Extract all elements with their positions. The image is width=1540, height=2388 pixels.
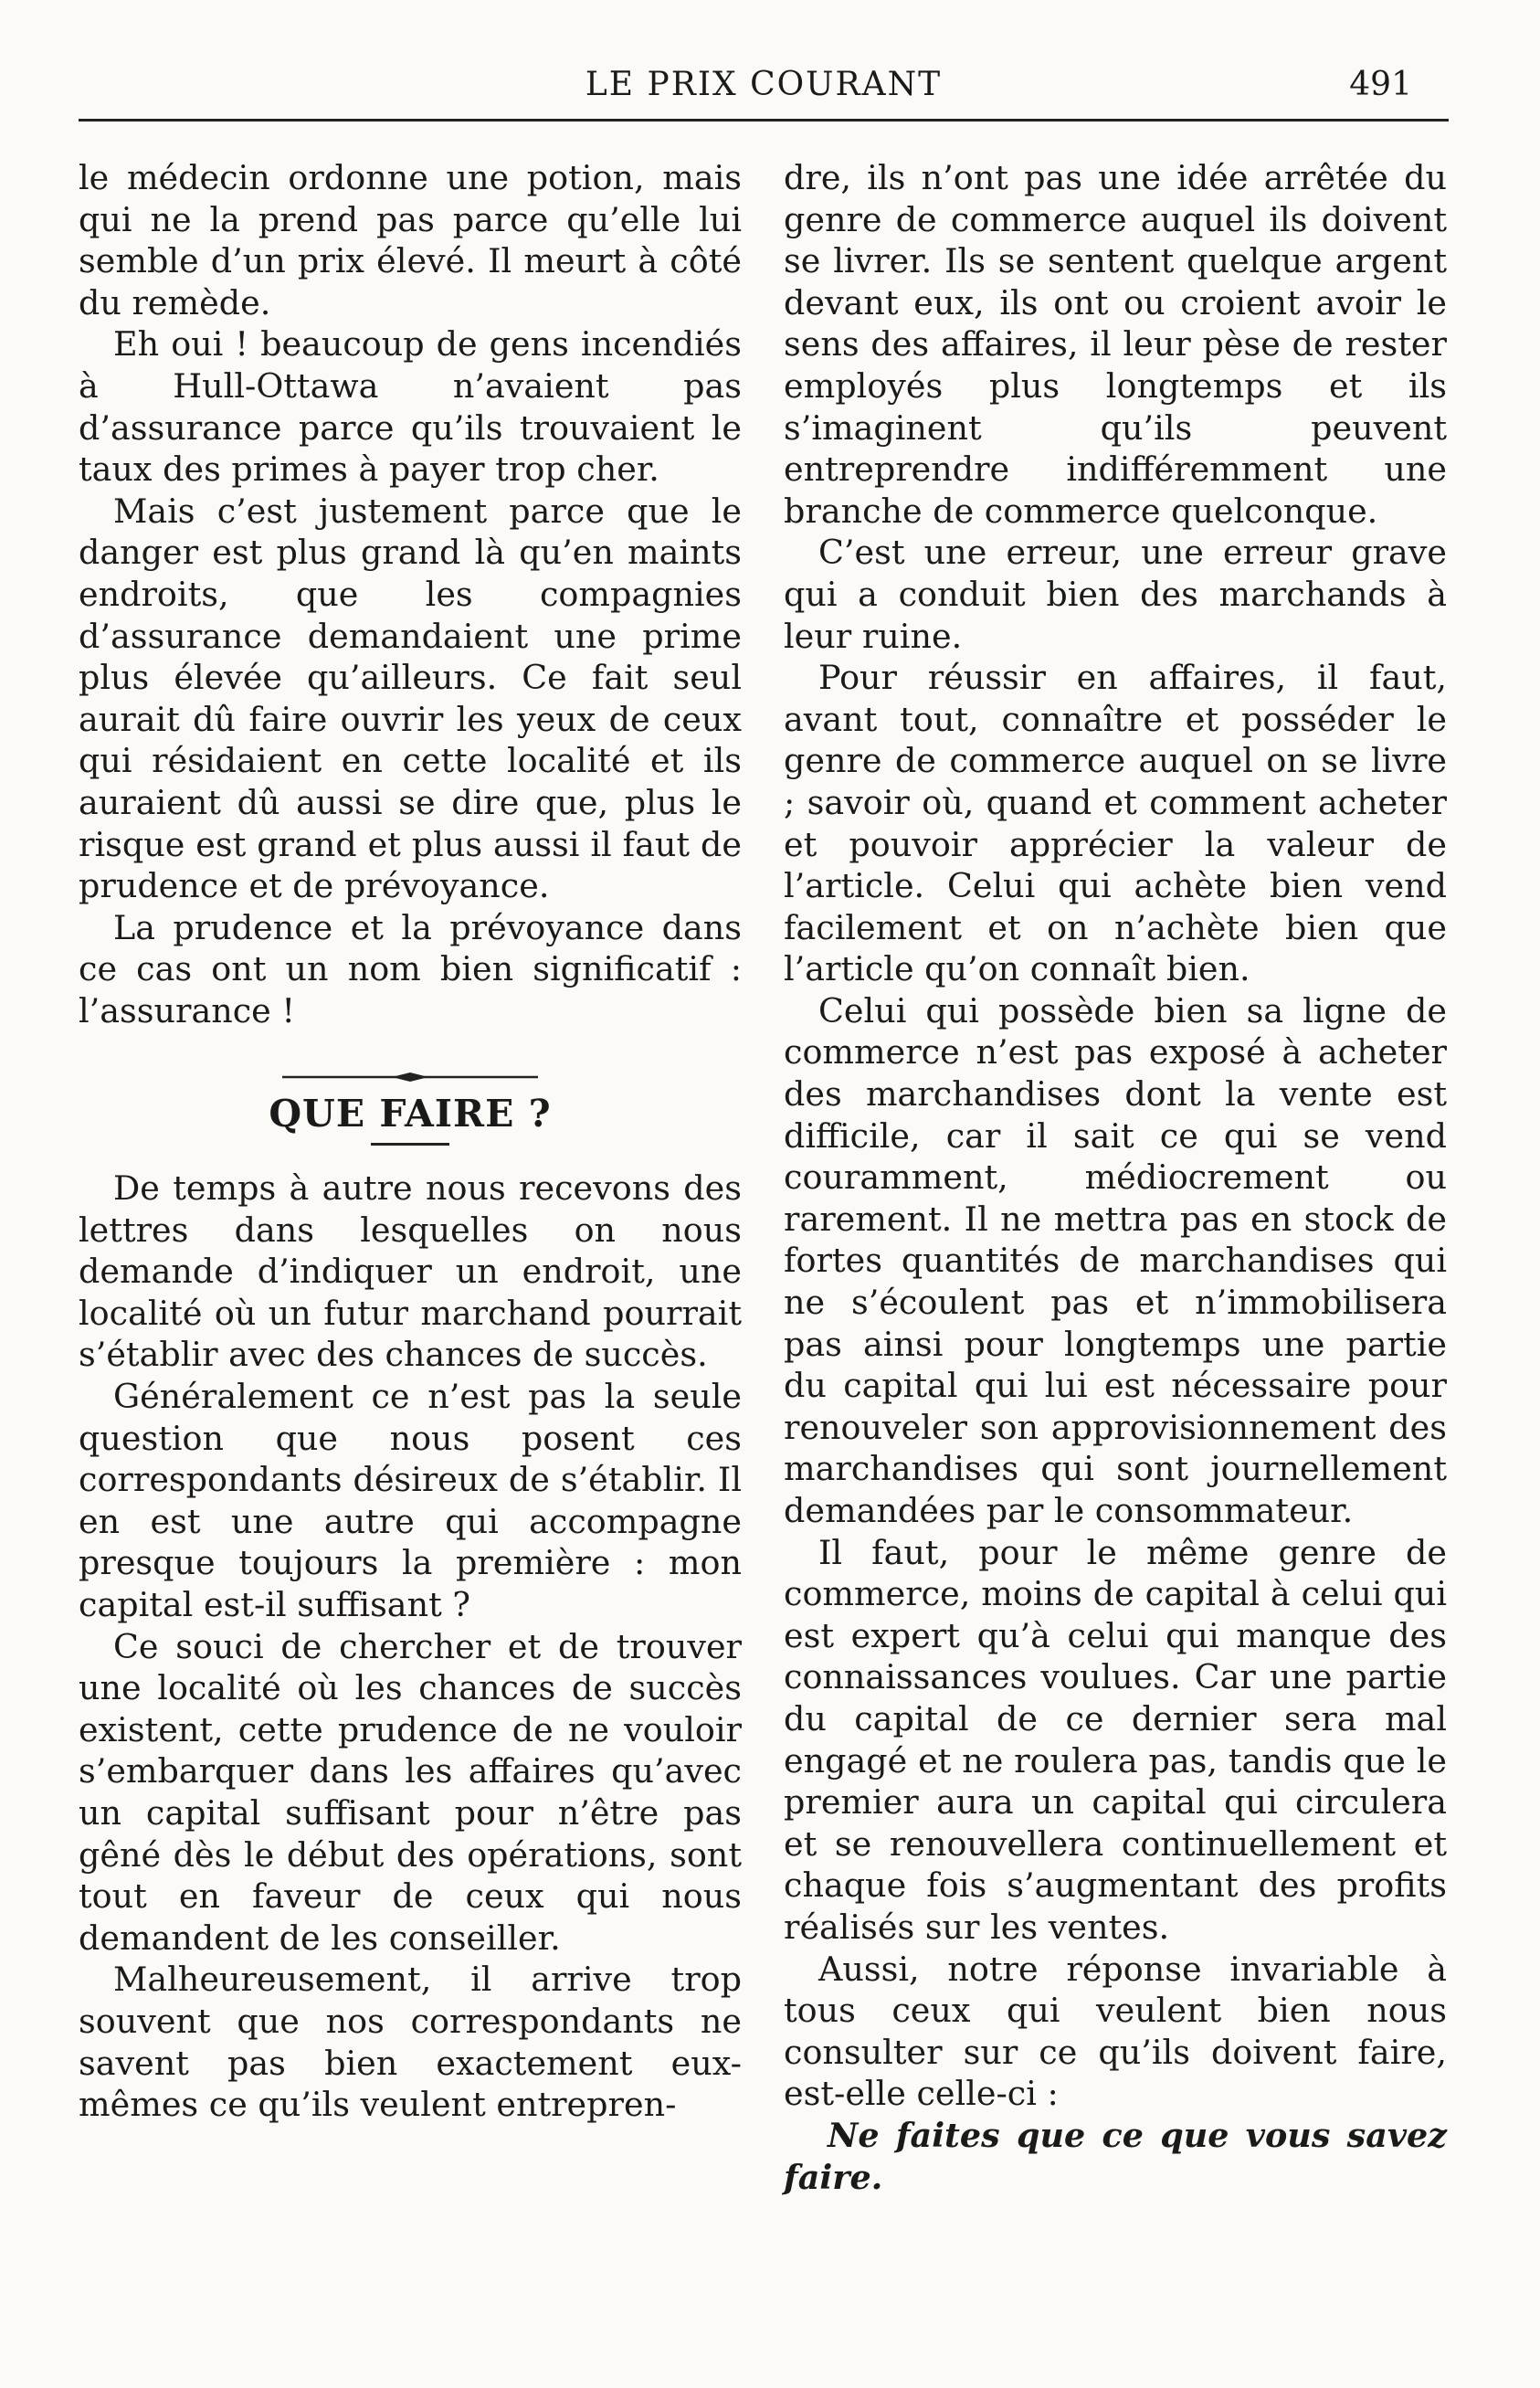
paragraph: le médecin ordonne une potion, mais qui ne la prend pas parce qu’elle lui semble d’un prix élevé. Il meurt à côté du remède. <box>79 158 742 322</box>
paragraph: De temps à autre nous recevons des lettres dans lesquelles on nous demande d’indiquer un endroit, une localité où un futur marchand pourrait s’établir avec des chances de succès. <box>79 1168 742 1375</box>
paragraph: Généralement ce n’est pas la seule question que nous posent ces correspondants désireux de s’établir. Il en est une autre qui accompagne presque toujours la première : mon capital est-il suffisant ? <box>79 1377 742 1624</box>
page-header <box>79 64 1449 122</box>
section-title: QUE FAIRE ? <box>269 1092 552 1136</box>
paragraph: Eh oui ! beaucoup de gens incendiés à Hull-Ottawa n’avaient pas d’assurance parce qu’ils trouvaient le taux des primes à payer trop cher. <box>79 324 742 490</box>
paragraph: Pour réussir en affaires, il faut, avant tout, connaître et posséder le genre de commerce auquel on se livre ; savoir où, quand et comment acheter et pouvoir apprécier la valeur de l’article. Celui qui achète bien vend facilement et on n’achète bien que l’article qu’on connaît bien. <box>784 658 1447 989</box>
paragraph: Mais c’est justement parce que le danger est plus grand là qu’en maints endroits, que les compagnies d’assurance demandaient une prime plus élevée qu’ailleurs. Ce fait seul aurait dû faire ouvrir les yeux de ceux qui résidaient en cette localité et ils auraient dû aussi se dire que, plus le risque est grand et plus aussi il faut de prudence et de prévoyance. <box>79 491 742 906</box>
paragraph: dre, ils n’ont pas une idée arrêtée du genre de commerce auquel ils doivent se livrer. Ils se sentent quelque argent devant eux, ils ont ou croient avoir le sens des affaires, il leur pèse de rester employés plus longtemps et ils s’imaginent qu’ils peuvent entreprendre indifféremment une branche de commerce quelconque. <box>784 158 1447 531</box>
paragraph: Malheureusement, il arrive trop souvent que nos correspondants ne savent pas bien exactement eux-mêmes ce qu’ils veulent entrepren- <box>79 1960 742 2125</box>
right-column <box>784 157 1447 2198</box>
paragraph: Celui qui possède bien sa ligne de commerce n’est pas exposé à acheter des marchandises dont la vente est difficile, car il sait ce qui se vend couramment, médiocrement ou rarement. Il ne mettra pas en stock de fortes quantités de marchandises qui ne s’écoulent pas et n’immobilisera pas ainsi pour longtemps une partie du capital qui lui est nécessaire pour renouveler son approvisionnement des marchandises qui sont journellement demandées par le consommateur. <box>784 990 1447 1530</box>
running-title: LE PRIX COURANT <box>585 66 943 103</box>
paragraph: C’est une erreur, une erreur grave qui a conduit bien des marchands à leur ruine. <box>784 533 1447 656</box>
left-column <box>79 157 742 2126</box>
paragraph: Ce souci de chercher et de trouver une localité où les chances de succès existent, cette prudence de ne vouloir s’embarquer dans les affaires qu’avec un capital suffisant pour n’être pas gêné dès le début des opérations, sont tout en faveur de ceux qui nous demandent de les conseiller. <box>79 1626 742 1958</box>
paragraph: La prudence et la prévoyance dans ce cas ont un nom bien significatif : l’assurance ! <box>79 907 742 1030</box>
page-number: 491 <box>1349 66 1412 103</box>
closing-line: Ne faites que ce que vous savez faire. <box>784 2115 1447 2197</box>
title-rule <box>371 1143 449 1146</box>
paragraph: Il faut, pour le même genre de commerce, moins de capital à celui qui est expert qu’à celui qui manque des connaissances voulues. Car une partie du capital de ce dernier sera mal engagé et ne roulera pas, tandis que le premier aura un capital qui circulera et se renouvellera continuellement et chaque fois s’augmentant des profits réalisés sur les ventes. <box>784 1532 1447 1947</box>
section-ornament <box>282 1070 538 1084</box>
paragraph: Aussi, notre réponse invariable à tous ceux qui veulent bien nous consulter sur ce qu’ils doivent faire, est-elle celle-ci : <box>784 1949 1447 2114</box>
